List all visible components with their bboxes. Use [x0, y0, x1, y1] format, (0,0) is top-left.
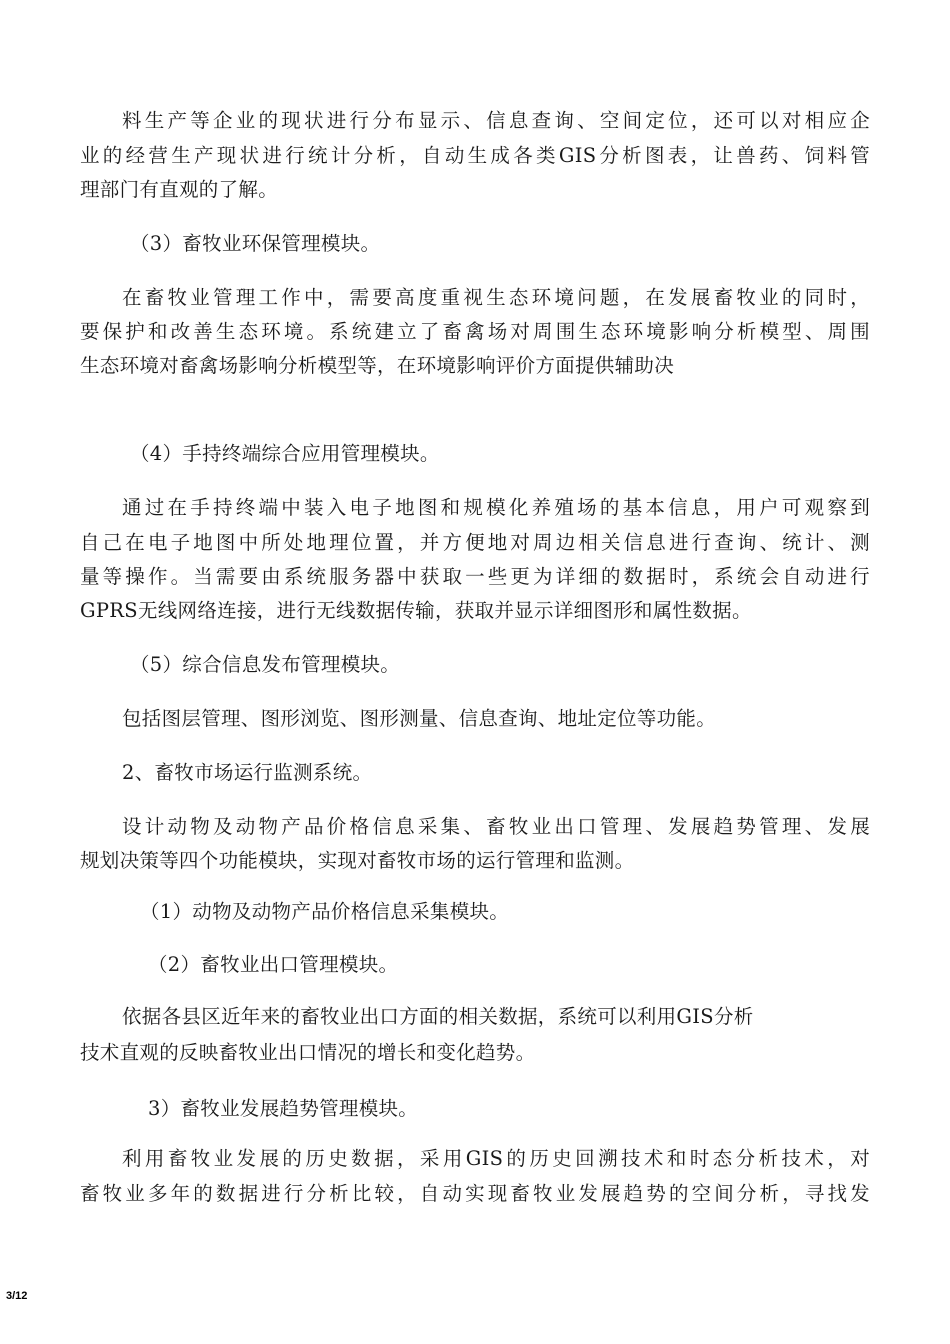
paragraph-line: 生态环境对畜禽场影响分析模型等，在环境影响评价方面提供辅助决	[80, 354, 675, 377]
paragraph-line: 设计动物及动物产品价格信息采集、畜牧业出口管理、发展趋势管理、发展	[122, 815, 870, 838]
paragraph-line: 理部门有直观的了解。	[80, 178, 279, 201]
section-heading: （2）畜牧业出口管理模块。	[148, 953, 399, 976]
section-heading: （5）综合信息发布管理模块。	[130, 653, 401, 676]
section-heading: （4）手持终端综合应用管理模块。	[130, 442, 440, 465]
paragraph-line: 规划决策等四个功能模块，实现对畜牧市场的运行管理和监测。	[80, 849, 635, 872]
section-heading: 2、畜牧市场运行监测系统。	[122, 761, 373, 784]
paragraph-line: 自己在电子地图中所处地理位置，并方便地对周边相关信息进行查询、统计、测	[80, 531, 870, 554]
section-heading: （1）动物及动物产品价格信息采集模块。	[140, 900, 510, 923]
paragraph-line: 料生产等企业的现状进行分布显示、信息查询、空间定位，还可以对相应企	[122, 109, 870, 132]
paragraph-line: 业的经营生产现状进行统计分析，自动生成各类GIS分析图表，让兽药、饲料管	[80, 144, 870, 167]
paragraph-line: 通过在手持终端中装入电子地图和规模化养殖场的基本信息，用户可观察到	[122, 496, 870, 519]
section-heading: 3）畜牧业发展趋势管理模块。	[148, 1097, 419, 1120]
paragraph-line: 在畜牧业管理工作中，需要高度重视生态环境问题，在发展畜牧业的同时，	[122, 286, 870, 309]
paragraph-line: 要保护和改善生态环境。系统建立了畜禽场对周围生态环境影响分析模型、周围	[80, 320, 870, 343]
section-heading: （3）畜牧业环保管理模块。	[130, 232, 381, 255]
paragraph-line: 畜牧业多年的数据进行分析比较，自动实现畜牧业发展趋势的空间分析，寻找发	[80, 1182, 870, 1205]
paragraph-line: 依据各县区近年来的畜牧业出口方面的相关数据，系统可以利用GIS分析	[122, 1005, 754, 1028]
paragraph-line: 包括图层管理、图形浏览、图形测量、信息查询、地址定位等功能。	[122, 707, 717, 730]
paragraph-line: GPRS无线网络连接，进行无线数据传输，获取并显示详细图形和属性数据。	[80, 599, 752, 622]
paragraph-line: 量等操作。当需要由系统服务器中获取一些更为详细的数据时，系统会自动进行	[80, 565, 870, 588]
paragraph-line: 利用畜牧业发展的历史数据，采用GIS的历史回溯技术和时态分析技术，对	[122, 1147, 870, 1170]
paragraph-line: 技术直观的反映畜牧业出口情况的增长和变化趋势。	[80, 1041, 536, 1064]
page-number: 3/12	[6, 1290, 28, 1302]
